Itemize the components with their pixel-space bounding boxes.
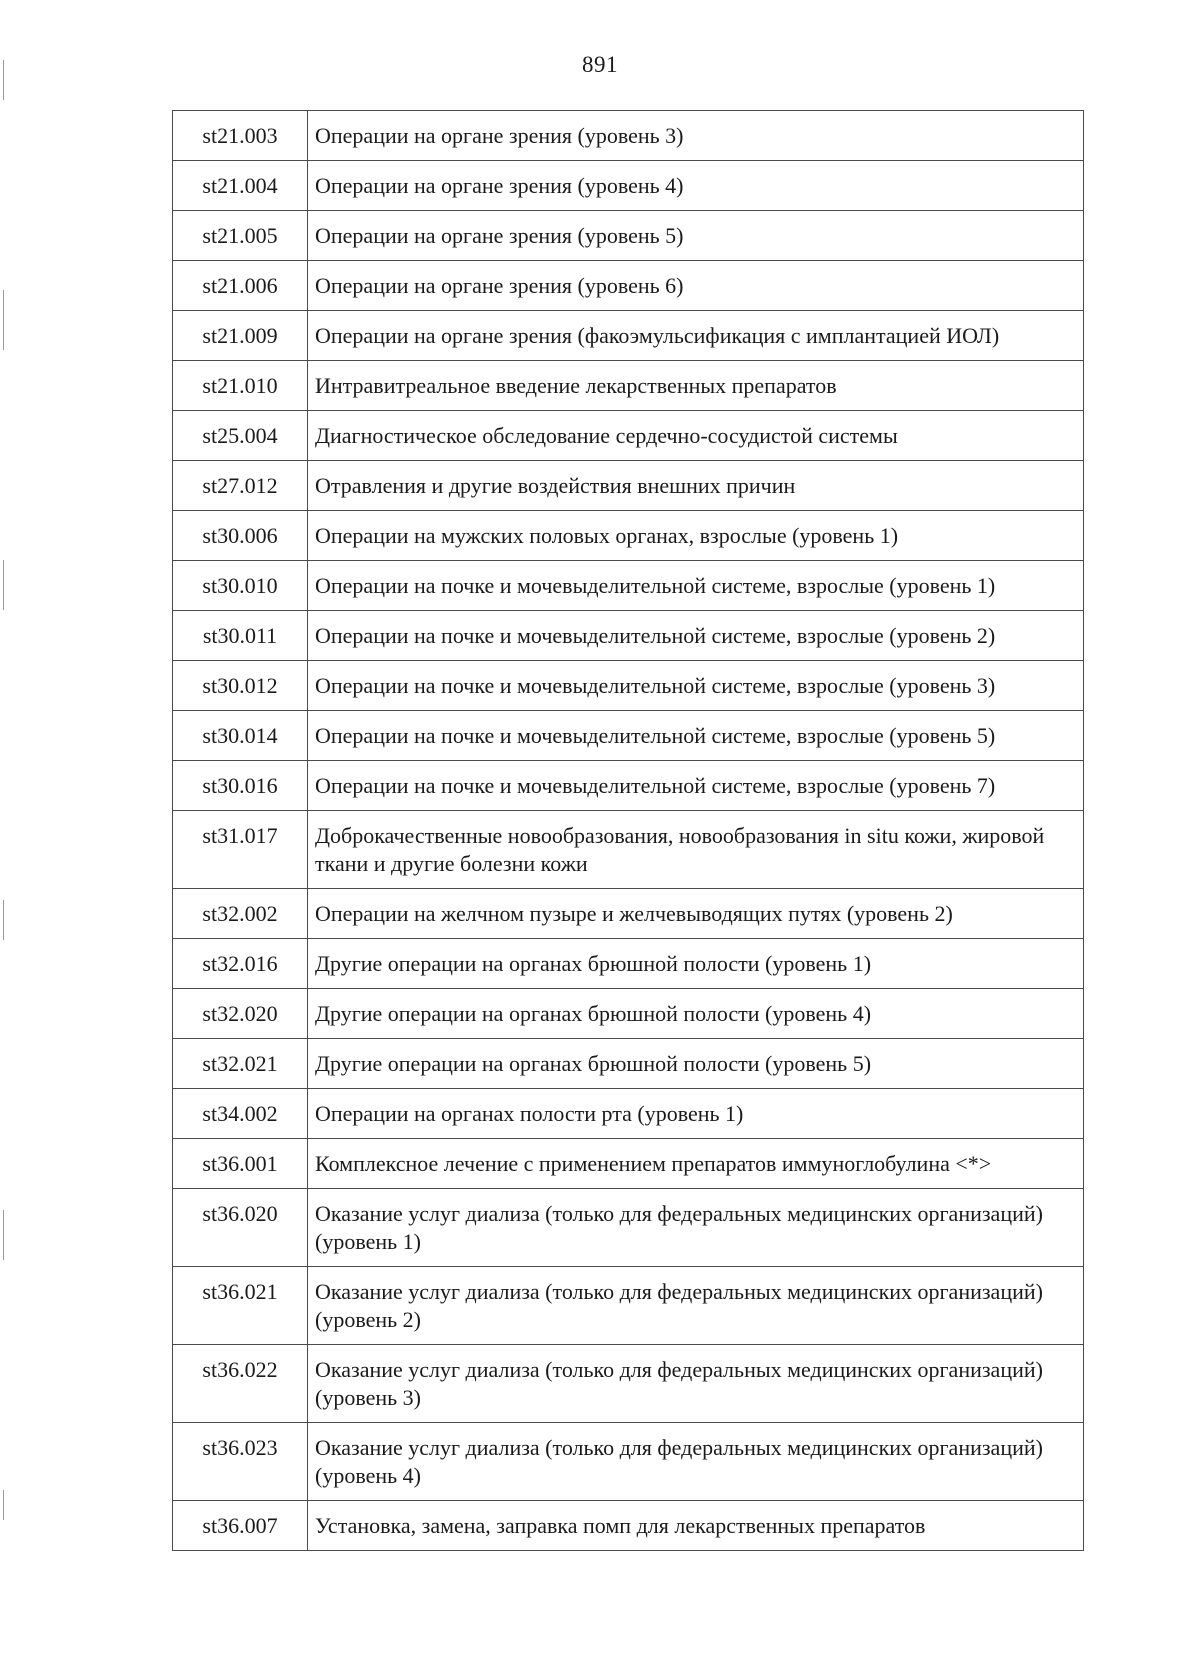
row-code-cell: st32.002 <box>173 889 308 939</box>
row-code-cell: st32.020 <box>173 989 308 1039</box>
row-description-cell: Оказание услуг диализа (только для федеральных медицинских организаций) (уровень 1) <box>308 1189 1084 1267</box>
row-code-cell: st21.004 <box>173 161 308 211</box>
row-description-cell: Интравитреальное введение лекарственных препаратов <box>308 361 1084 411</box>
row-code-cell: st34.002 <box>173 1089 308 1139</box>
table-row <box>173 711 1084 761</box>
row-description-cell: Операции на почке и мочевыделительной системе, взрослые (уровень 1) <box>308 561 1084 611</box>
row-code-cell: st32.016 <box>173 939 308 989</box>
table-row <box>173 1423 1084 1501</box>
scan-margin-mark <box>3 1210 4 1260</box>
row-description-cell: Операции на органе зрения (уровень 4) <box>308 161 1084 211</box>
table-row <box>173 361 1084 411</box>
row-description-cell: Другие операции на органах брюшной полости (уровень 1) <box>308 939 1084 989</box>
row-description-cell: Операции на органе зрения (факоэмульсификация с имплантацией ИОЛ) <box>308 311 1084 361</box>
row-description-cell: Установка, замена, заправка помп для лекарственных препаратов <box>308 1501 1084 1551</box>
row-code-cell: st30.010 <box>173 561 308 611</box>
row-code-cell: st21.006 <box>173 261 308 311</box>
scan-margin-mark <box>3 1490 4 1520</box>
table-row <box>173 1039 1084 1089</box>
table-row <box>173 761 1084 811</box>
table-row <box>173 311 1084 361</box>
table-row <box>173 211 1084 261</box>
row-code-cell: st30.011 <box>173 611 308 661</box>
row-code-cell: st30.012 <box>173 661 308 711</box>
row-description-cell: Операции на почке и мочевыделительной системе, взрослые (уровень 3) <box>308 661 1084 711</box>
table-row <box>173 561 1084 611</box>
page-number: 891 <box>582 52 618 77</box>
table-row <box>173 889 1084 939</box>
table-row <box>173 461 1084 511</box>
row-description-cell: Оказание услуг диализа (только для федеральных медицинских организаций) (уровень 4) <box>308 1423 1084 1501</box>
table-row <box>173 511 1084 561</box>
table-row <box>173 1345 1084 1423</box>
row-description-cell: Другие операции на органах брюшной полости (уровень 5) <box>308 1039 1084 1089</box>
row-description-cell: Диагностическое обследование сердечно-сосудистой системы <box>308 411 1084 461</box>
scan-margin-mark <box>3 560 4 610</box>
row-description-cell: Доброкачественные новообразования, новообразования in situ кожи, жировой ткани и другие болезни кожи <box>308 811 1084 889</box>
row-code-cell: st25.004 <box>173 411 308 461</box>
row-code-cell: st36.020 <box>173 1189 308 1267</box>
row-code-cell: st36.007 <box>173 1501 308 1551</box>
table-row <box>173 939 1084 989</box>
row-code-cell: st21.010 <box>173 361 308 411</box>
row-description-cell: Операции на органе зрения (уровень 6) <box>308 261 1084 311</box>
row-description-cell: Операции на почке и мочевыделительной системе, взрослые (уровень 7) <box>308 761 1084 811</box>
row-code-cell: st30.016 <box>173 761 308 811</box>
row-description-cell: Операции на желчном пузыре и желчевыводящих путях (уровень 2) <box>308 889 1084 939</box>
row-code-cell: st21.005 <box>173 211 308 261</box>
row-code-cell: st36.022 <box>173 1345 308 1423</box>
row-code-cell: st36.023 <box>173 1423 308 1501</box>
row-description-cell: Оказание услуг диализа (только для федеральных медицинских организаций) (уровень 2) <box>308 1267 1084 1345</box>
scan-margin-mark <box>3 900 4 940</box>
row-description-cell: Другие операции на органах брюшной полости (уровень 4) <box>308 989 1084 1039</box>
table-row <box>173 811 1084 889</box>
row-description-cell: Операции на мужских половых органах, взрослые (уровень 1) <box>308 511 1084 561</box>
table-row <box>173 1267 1084 1345</box>
table-body <box>173 111 1084 1551</box>
table-row <box>173 1189 1084 1267</box>
row-description-cell: Операции на органе зрения (уровень 5) <box>308 211 1084 261</box>
code-description-table <box>172 110 1084 1551</box>
row-code-cell: st36.021 <box>173 1267 308 1345</box>
row-code-cell: st30.014 <box>173 711 308 761</box>
scan-margin-mark <box>3 290 4 350</box>
table-row <box>173 411 1084 461</box>
row-code-cell: st27.012 <box>173 461 308 511</box>
row-description-cell: Операции на органе зрения (уровень 3) <box>308 111 1084 161</box>
row-description-cell: Отравления и другие воздействия внешних причин <box>308 461 1084 511</box>
row-description-cell: Комплексное лечение с применением препаратов иммуноглобулина <*> <box>308 1139 1084 1189</box>
row-description-cell: Оказание услуг диализа (только для федеральных медицинских организаций) (уровень 3) <box>308 1345 1084 1423</box>
row-code-cell: st21.003 <box>173 111 308 161</box>
table-row <box>173 111 1084 161</box>
table-row <box>173 1501 1084 1551</box>
row-code-cell: st32.021 <box>173 1039 308 1089</box>
table-row <box>173 1139 1084 1189</box>
row-code-cell: st31.017 <box>173 811 308 889</box>
row-code-cell: st30.006 <box>173 511 308 561</box>
table-row <box>173 989 1084 1039</box>
table-row <box>173 1089 1084 1139</box>
table-row <box>173 661 1084 711</box>
row-description-cell: Операции на органах полости рта (уровень 1) <box>308 1089 1084 1139</box>
scan-margin-mark <box>3 60 4 100</box>
row-code-cell: st36.001 <box>173 1139 308 1189</box>
table-row <box>173 161 1084 211</box>
row-description-cell: Операции на почке и мочевыделительной системе, взрослые (уровень 5) <box>308 711 1084 761</box>
table-row <box>173 261 1084 311</box>
row-description-cell: Операции на почке и мочевыделительной системе, взрослые (уровень 2) <box>308 611 1084 661</box>
row-code-cell: st21.009 <box>173 311 308 361</box>
table-row <box>173 611 1084 661</box>
